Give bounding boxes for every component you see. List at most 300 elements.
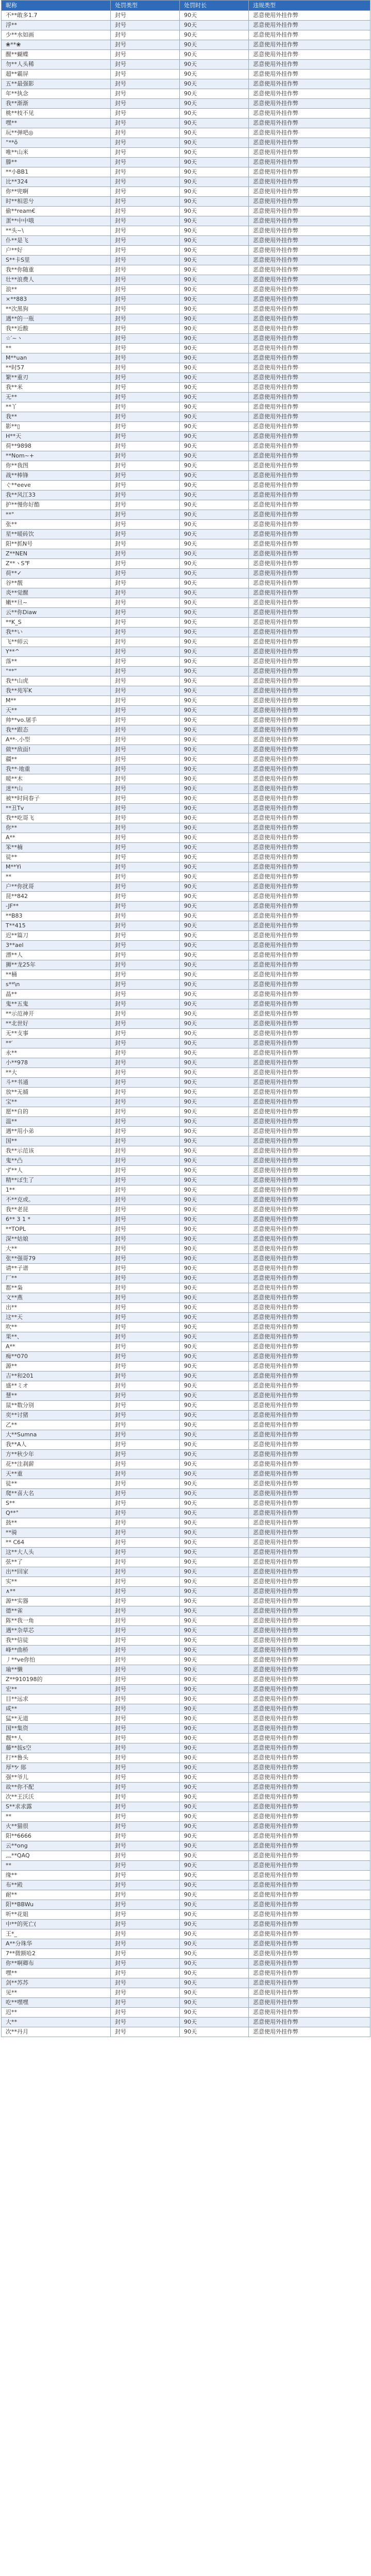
cell-penalty-duration: 90天 [180,412,249,422]
cell-nickname: 源** [2,1362,111,1371]
cell-violation-type: 恶意使用外挂作弊 [249,1274,370,1283]
cell-penalty-type: 封号 [111,1068,180,1078]
cell-violation-type: 恶意使用外挂作弊 [249,1753,370,1763]
cell-penalty-type: 封号 [111,187,180,197]
cell-penalty-duration: 90天 [180,1900,249,1910]
cell-violation-type: 恶意使用外挂作弊 [249,1880,370,1890]
header-violation-type: 违规类型 [249,1,370,11]
table-row [2,1704,370,1714]
table-row [2,1538,370,1548]
cell-penalty-duration: 90天 [180,1176,249,1185]
table-row [2,510,370,520]
cell-violation-type: 恶意使用外挂作弊 [249,70,370,79]
cell-nickname: 晶** [2,990,111,999]
cell-penalty-type: 封号 [111,1646,180,1655]
cell-penalty-duration: 90天 [180,1234,249,1244]
cell-penalty-type: 封号 [111,490,180,500]
cell-penalty-duration: 90天 [180,500,249,510]
cell-penalty-type: 封号 [111,324,180,334]
cell-nickname: 天** [2,706,111,716]
table-row [2,1371,370,1381]
cell-penalty-duration: 90天 [180,1812,249,1822]
cell-nickname: 阳**BBWu [2,1900,111,1910]
cell-violation-type: 恶意使用外挂作弊 [249,1352,370,1362]
table-row [2,628,370,637]
cell-nickname: 鼠**数分别 [2,1401,111,1411]
cell-violation-type: 恶意使用外挂作弊 [249,1567,370,1577]
cell-penalty-type: 封号 [111,481,180,490]
cell-nickname: Z**910198的 [2,1675,111,1685]
cell-violation-type: 恶意使用外挂作弊 [249,1313,370,1323]
table-row [2,1019,370,1029]
table-row [2,990,370,999]
cell-penalty-duration: 90天 [180,1822,249,1832]
cell-penalty-type: 封号 [111,1166,180,1176]
table-row [2,422,370,432]
cell-penalty-duration: 90天 [180,1342,249,1352]
cell-penalty-type: 封号 [111,696,180,706]
table-row [2,2018,370,2027]
cell-penalty-type: 封号 [111,1303,180,1313]
cell-violation-type: 恶意使用外挂作弊 [249,118,370,128]
cell-penalty-type: 封号 [111,353,180,363]
cell-nickname: 护**慢你好酷 [2,500,111,510]
cell-nickname: 我**い [2,628,111,637]
cell-nickname: 大** [2,1244,111,1254]
table-row [2,1567,370,1577]
cell-penalty-type: 封号 [111,275,180,285]
table-row [2,1616,370,1626]
cell-nickname: 我**老昆 [2,1205,111,1215]
cell-penalty-duration: 90天 [180,60,249,70]
cell-nickname: 次**王沃沃 [2,1792,111,1802]
cell-penalty-type: 封号 [111,765,180,774]
cell-violation-type: 恶意使用外挂作弊 [249,980,370,990]
cell-penalty-duration: 90天 [180,1851,249,1861]
cell-penalty-type: 封号 [111,109,180,118]
cell-nickname: 荷**✓ [2,569,111,579]
cell-violation-type: 恶意使用外挂作弊 [249,275,370,285]
cell-violation-type: 恶意使用外挂作弊 [249,304,370,314]
cell-penalty-duration: 90天 [180,1078,249,1088]
cell-nickname: S**卡S里 [2,256,111,265]
cell-nickname: 户**好 [2,246,111,256]
cell-nickname: **大 [2,1068,111,1078]
cell-penalty-duration: 90天 [180,1117,249,1127]
cell-penalty-type: 封号 [111,960,180,970]
cell-nickname: 阳**抓N号 [2,539,111,549]
cell-penalty-duration: 90天 [180,814,249,823]
cell-penalty-duration: 90天 [180,1469,249,1479]
cell-penalty-duration: 90天 [180,1890,249,1900]
cell-penalty-duration: 90天 [180,1567,249,1577]
cell-violation-type: 恶意使用外挂作弊 [249,608,370,618]
cell-violation-type: 恶意使用外挂作弊 [249,1969,370,1978]
cell-penalty-duration: 90天 [180,1694,249,1704]
cell-nickname: 打**鲁头 [2,1753,111,1763]
cell-penalty-type: 封号 [111,1724,180,1734]
cell-penalty-type: 封号 [111,393,180,402]
cell-penalty-duration: 90天 [180,1391,249,1401]
cell-violation-type: 恶意使用外挂作弊 [249,1646,370,1655]
cell-nickname: 慧** [2,1391,111,1401]
table-row [2,951,370,960]
cell-violation-type: 恶意使用外挂作弊 [249,1156,370,1166]
cell-penalty-duration: 90天 [180,1704,249,1714]
cell-penalty-type: 封号 [111,657,180,667]
cell-violation-type: 恶意使用外挂作弊 [249,1518,370,1528]
cell-penalty-type: 封号 [111,236,180,246]
cell-penalty-duration: 90天 [180,960,249,970]
cell-penalty-duration: 90天 [180,1479,249,1489]
table-row [2,207,370,216]
cell-nickname: 你**兜啊 [2,187,111,197]
cell-penalty-duration: 90天 [180,549,249,559]
cell-nickname: 遇**用小弟 [2,1127,111,1137]
cell-penalty-type: 封号 [111,686,180,696]
table-row [2,353,370,363]
table-row [2,451,370,461]
cell-penalty-type: 封号 [111,1949,180,1959]
cell-violation-type: 恶意使用外挂作弊 [249,628,370,637]
cell-penalty-duration: 90天 [180,1978,249,1988]
table-row [2,921,370,931]
cell-nickname: 7**微额哈2 [2,1949,111,1959]
cell-penalty-type: 封号 [111,1107,180,1117]
cell-penalty-type: 封号 [111,1880,180,1890]
cell-penalty-type: 封号 [111,383,180,393]
table-row [2,618,370,628]
cell-nickname: 奕**讨猪 [2,1411,111,1420]
cell-penalty-type: 封号 [111,784,180,794]
cell-penalty-duration: 90天 [180,1274,249,1283]
cell-nickname: 少**水如画 [2,30,111,40]
cell-nickname: 你** [2,823,111,833]
cell-penalty-type: 封号 [111,256,180,265]
cell-penalty-duration: 90天 [180,784,249,794]
cell-penalty-duration: 90天 [180,295,249,304]
cell-penalty-type: 封号 [111,1264,180,1274]
table-row [2,882,370,892]
cell-penalty-type: 封号 [111,226,180,236]
table-row [2,1146,370,1156]
header-penalty-type: 处罚类型 [111,1,180,11]
cell-nickname: ぐ**eeve [2,481,111,490]
cell-penalty-type: 封号 [111,1185,180,1195]
table-row [2,138,370,148]
cell-violation-type: 恶意使用外挂作弊 [249,1469,370,1479]
cell-penalty-type: 封号 [111,1215,180,1225]
cell-violation-type: 恶意使用外挂作弊 [249,735,370,745]
cell-penalty-duration: 90天 [180,902,249,911]
cell-penalty-type: 封号 [111,618,180,628]
cell-penalty-duration: 90天 [180,128,249,138]
cell-violation-type: 恶意使用外挂作弊 [249,197,370,207]
cell-nickname: 无** [2,393,111,402]
table-row [2,246,370,256]
header-penalty-duration: 处罚时长 [180,1,249,11]
cell-penalty-duration: 90天 [180,676,249,686]
cell-violation-type: 恶意使用外挂作弊 [249,1323,370,1332]
table-row [2,696,370,706]
table-row [2,559,370,569]
cell-penalty-duration: 90天 [180,1107,249,1117]
cell-nickname: **Nom~+ [2,451,111,461]
cell-nickname: 灬**QAQ [2,1851,111,1861]
cell-nickname: 迟** [2,2008,111,2018]
cell-penalty-type: 封号 [111,637,180,647]
cell-penalty-duration: 90天 [180,1528,249,1538]
cell-penalty-duration: 90天 [180,1039,249,1048]
cell-violation-type: 恶意使用外挂作弊 [249,1812,370,1822]
cell-violation-type: 恶意使用外挂作弊 [249,1401,370,1411]
cell-penalty-duration: 90天 [180,598,249,608]
cell-violation-type: 恶意使用外挂作弊 [249,1185,370,1195]
table-row [2,735,370,745]
cell-penalty-duration: 90天 [180,40,249,50]
table-row [2,89,370,99]
cell-nickname: Z**NEN [2,549,111,559]
cell-violation-type: 恶意使用外挂作弊 [249,1166,370,1176]
cell-violation-type: 恶意使用外挂作弊 [249,745,370,755]
cell-nickname: 我** [2,412,111,422]
cell-penalty-duration: 90天 [180,1929,249,1939]
cell-penalty-duration: 90天 [180,11,249,21]
cell-penalty-duration: 90天 [180,1724,249,1734]
cell-nickname: 国**集资 [2,1724,111,1734]
cell-nickname: A**分珠华 [2,1939,111,1949]
cell-penalty-duration: 90天 [180,1969,249,1978]
table-row [2,79,370,89]
cell-violation-type: 恶意使用外挂作弊 [249,931,370,941]
table-row [2,1469,370,1479]
cell-penalty-type: 封号 [111,647,180,657]
cell-nickname: 不**敢多1.7 [2,11,111,21]
table-row [2,1743,370,1753]
table-row [2,1195,370,1205]
cell-penalty-type: 封号 [111,30,180,40]
cell-nickname: 笨**楠 [2,843,111,853]
table-row [2,823,370,833]
table-row [2,1783,370,1792]
cell-violation-type: 恶意使用外挂作弊 [249,1097,370,1107]
cell-nickname: 1** [2,1185,111,1195]
cell-penalty-duration: 90天 [180,1626,249,1636]
cell-nickname: **次黑狗 [2,304,111,314]
cell-penalty-duration: 90天 [180,637,249,647]
cell-violation-type: 恶意使用外挂作弊 [249,1822,370,1832]
cell-penalty-duration: 90天 [180,765,249,774]
cell-violation-type: 恶意使用外挂作弊 [249,256,370,265]
cell-nickname: **′ [2,1039,111,1048]
cell-penalty-duration: 90天 [180,236,249,246]
cell-penalty-duration: 90天 [180,451,249,461]
cell-penalty-duration: 90天 [180,373,249,383]
cell-nickname: 昆**842 [2,892,111,902]
cell-violation-type: 恶意使用外挂作弊 [249,1694,370,1704]
cell-nickname: 仆**是飞 [2,236,111,246]
cell-penalty-type: 封号 [111,970,180,980]
cell-violation-type: 恶意使用外挂作弊 [249,11,370,21]
cell-violation-type: 恶意使用外挂作弊 [249,1391,370,1401]
table-row [2,647,370,657]
cell-nickname: 帅**vo.屠手 [2,716,111,725]
cell-violation-type: 恶意使用外挂作弊 [249,530,370,539]
cell-penalty-type: 封号 [111,520,180,530]
cell-nickname: 嫩**旦~ [2,598,111,608]
cell-penalty-type: 封号 [111,862,180,872]
table-row [2,1851,370,1861]
cell-violation-type: 恶意使用外挂作弊 [249,559,370,569]
cell-nickname: 小**978 [2,1058,111,1068]
cell-penalty-type: 封号 [111,1841,180,1851]
cell-penalty-duration: 90天 [180,1489,249,1499]
cell-penalty-type: 封号 [111,990,180,999]
cell-penalty-type: 封号 [111,725,180,735]
cell-violation-type: 恶意使用外挂作弊 [249,334,370,344]
cell-penalty-duration: 90天 [180,999,249,1009]
cell-violation-type: 恶意使用外挂作弊 [249,344,370,353]
cell-penalty-type: 封号 [111,1509,180,1518]
cell-penalty-type: 封号 [111,1616,180,1626]
table-row [2,902,370,911]
table-row [2,304,370,314]
cell-violation-type: 恶意使用外挂作弊 [249,696,370,706]
cell-violation-type: 恶意使用外挂作弊 [249,1920,370,1929]
cell-penalty-type: 封号 [111,559,180,569]
cell-penalty-duration: 90天 [180,99,249,109]
cell-penalty-duration: 90天 [180,324,249,334]
cell-penalty-type: 封号 [111,1969,180,1978]
cell-penalty-duration: 90天 [180,1362,249,1371]
cell-penalty-duration: 90天 [180,1303,249,1313]
table-row [2,1460,370,1469]
cell-penalty-type: 封号 [111,1274,180,1283]
cell-violation-type: 恶意使用外挂作弊 [249,1978,370,1988]
cell-penalty-type: 封号 [111,265,180,275]
cell-penalty-type: 封号 [111,1528,180,1538]
cell-nickname: 漂**人 [2,951,111,960]
cell-nickname: 出**回家 [2,1567,111,1577]
cell-penalty-duration: 90天 [180,118,249,128]
table-row [2,1626,370,1636]
cell-penalty-type: 封号 [111,314,180,324]
table-row [2,1342,370,1352]
cell-penalty-type: 封号 [111,344,180,353]
table-row [2,549,370,559]
cell-violation-type: 恶意使用外挂作弊 [249,1783,370,1792]
cell-violation-type: 恶意使用外挂作弊 [249,1078,370,1088]
cell-nickname: 不**克或。 [2,1195,111,1205]
cell-violation-type: 恶意使用外挂作弊 [249,1538,370,1548]
cell-violation-type: 恶意使用外挂作弊 [249,1998,370,2008]
cell-penalty-duration: 90天 [180,862,249,872]
cell-penalty-type: 封号 [111,1156,180,1166]
cell-penalty-duration: 90天 [180,216,249,226]
cell-nickname: 国** [2,1137,111,1146]
cell-penalty-type: 封号 [111,50,180,60]
cell-nickname: 花**注刹薪 [2,1460,111,1469]
table-row [2,1518,370,1528]
cell-violation-type: 恶意使用外挂作弊 [249,1851,370,1861]
table-row [2,1420,370,1430]
cell-penalty-type: 封号 [111,1019,180,1029]
cell-penalty-duration: 90天 [180,207,249,216]
cell-penalty-type: 封号 [111,1773,180,1783]
cell-penalty-type: 封号 [111,1088,180,1097]
cell-penalty-type: 封号 [111,588,180,598]
cell-nickname: 请**子谱 [2,1264,111,1274]
cell-penalty-type: 封号 [111,128,180,138]
cell-penalty-duration: 90天 [180,79,249,89]
cell-nickname: 耐** [2,1890,111,1900]
cell-penalty-type: 封号 [111,363,180,373]
table-row [2,1792,370,1802]
cell-penalty-duration: 90天 [180,1332,249,1342]
cell-penalty-type: 封号 [111,549,180,559]
cell-nickname: 中**的死亡( [2,1920,111,1929]
table-row [2,657,370,667]
cell-penalty-type: 封号 [111,1685,180,1694]
cell-penalty-type: 封号 [111,373,180,383]
cell-penalty-duration: 90天 [180,1185,249,1195]
header-nickname: 昵称 [2,1,111,11]
cell-penalty-type: 封号 [111,1832,180,1841]
cell-penalty-type: 封号 [111,1117,180,1127]
table-row [2,1264,370,1274]
table-row [2,1714,370,1724]
cell-penalty-duration: 90天 [180,30,249,40]
cell-penalty-type: 封号 [111,1225,180,1234]
cell-violation-type: 恶意使用外挂作弊 [249,1362,370,1371]
cell-penalty-type: 封号 [111,608,180,618]
cell-violation-type: 恶意使用外挂作弊 [249,363,370,373]
table-row [2,412,370,422]
table-row [2,1832,370,1841]
table-row [2,765,370,774]
cell-penalty-duration: 90天 [180,490,249,500]
cell-penalty-duration: 90天 [180,1313,249,1323]
cell-violation-type: 恶意使用外挂作弊 [249,1890,370,1900]
cell-penalty-type: 封号 [111,402,180,412]
cell-nickname: 猛**无道 [2,1714,111,1724]
table-row [2,1215,370,1225]
table-row [2,999,370,1009]
cell-violation-type: 恶意使用外挂作弊 [249,1675,370,1685]
cell-nickname: 落** [2,657,111,667]
table-row [2,1675,370,1685]
table-row [2,1665,370,1675]
cell-penalty-duration: 90天 [180,1763,249,1773]
cell-violation-type: 恶意使用外挂作弊 [249,1283,370,1293]
cell-violation-type: 恶意使用外挂作弊 [249,2018,370,2027]
cell-violation-type: 恶意使用外挂作弊 [249,1029,370,1039]
cell-penalty-type: 封号 [111,207,180,216]
table-row [2,1734,370,1743]
cell-penalty-type: 封号 [111,1469,180,1479]
cell-nickname: **° [2,510,111,520]
cell-penalty-type: 封号 [111,833,180,843]
table-row [2,1450,370,1460]
cell-penalty-duration: 90天 [180,588,249,598]
cell-penalty-type: 封号 [111,1871,180,1880]
table-row [2,1802,370,1812]
cell-violation-type: 恶意使用外挂作弊 [249,1048,370,1058]
cell-penalty-type: 封号 [111,921,180,931]
table-row [2,1293,370,1303]
cell-penalty-duration: 90天 [180,109,249,118]
table-row [2,1127,370,1137]
